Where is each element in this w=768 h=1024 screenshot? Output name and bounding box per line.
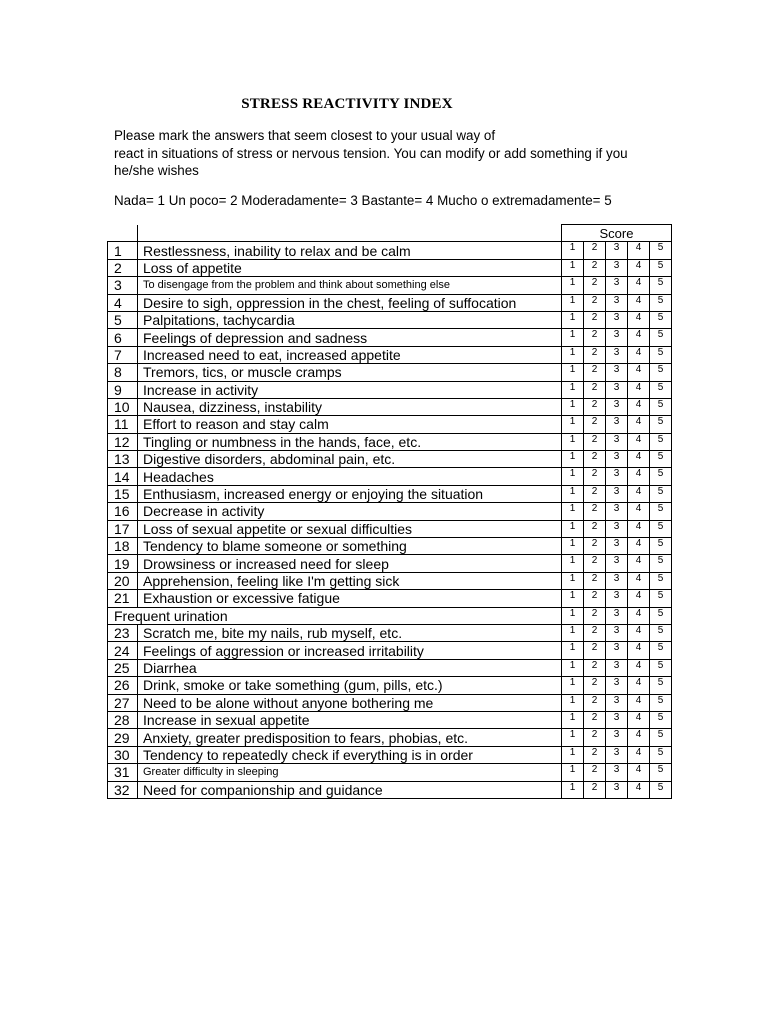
- score-option-1[interactable]: 1: [562, 746, 584, 763]
- table-row: [108, 781, 672, 798]
- score-option-3[interactable]: 3: [606, 590, 628, 607]
- score-option-1[interactable]: 1: [562, 346, 584, 363]
- score-option-1[interactable]: 1: [562, 242, 584, 259]
- instructions: [114, 127, 654, 180]
- score-option-1[interactable]: 1: [562, 694, 584, 711]
- item-text: Tingling or numbness in the hands, face, etc.: [138, 433, 562, 450]
- score-option-2[interactable]: 2: [584, 538, 606, 555]
- score-option-4[interactable]: 4: [628, 572, 650, 589]
- table-row: [108, 642, 672, 659]
- score-option-1[interactable]: 1: [562, 381, 584, 398]
- score-option-1[interactable]: 1: [562, 590, 584, 607]
- score-option-5[interactable]: 5: [650, 659, 672, 676]
- score-option-4[interactable]: 4: [628, 485, 650, 502]
- score-option-3[interactable]: 3: [606, 277, 628, 294]
- score-option-4[interactable]: 4: [628, 746, 650, 763]
- score-option-2[interactable]: 2: [584, 642, 606, 659]
- score-option-3[interactable]: 3: [606, 642, 628, 659]
- score-option-2[interactable]: 2: [584, 433, 606, 450]
- item-text: Restlessness, inability to relax and be calm: [138, 242, 562, 259]
- score-option-5[interactable]: 5: [650, 311, 672, 328]
- table-row: [108, 364, 672, 381]
- item-text: Loss of sexual appetite or sexual difficulties: [138, 520, 562, 537]
- score-option-5[interactable]: 5: [650, 416, 672, 433]
- item-number: 23: [108, 624, 138, 641]
- score-option-4[interactable]: 4: [628, 764, 650, 781]
- item-text: Need to be alone without anyone bothering me: [138, 694, 562, 711]
- table-row: [108, 416, 672, 433]
- item-number: 28: [108, 711, 138, 728]
- item-text: Need for companionship and guidance: [138, 781, 562, 798]
- score-option-2[interactable]: 2: [584, 729, 606, 746]
- item-text: Increased need to eat, increased appetite: [138, 346, 562, 363]
- score-option-4[interactable]: 4: [628, 503, 650, 520]
- score-header: Score: [562, 225, 672, 242]
- score-option-5[interactable]: 5: [650, 781, 672, 798]
- score-option-2[interactable]: 2: [584, 764, 606, 781]
- score-option-2[interactable]: 2: [584, 781, 606, 798]
- score-option-4[interactable]: 4: [628, 607, 650, 624]
- score-option-3[interactable]: 3: [606, 451, 628, 468]
- score-option-1[interactable]: 1: [562, 311, 584, 328]
- score-option-1[interactable]: 1: [562, 677, 584, 694]
- score-option-3[interactable]: 3: [606, 677, 628, 694]
- score-option-4[interactable]: 4: [628, 277, 650, 294]
- table-row: [108, 659, 672, 676]
- item-number: 8: [108, 364, 138, 381]
- score-option-4[interactable]: 4: [628, 520, 650, 537]
- score-option-3[interactable]: 3: [606, 555, 628, 572]
- score-option-1[interactable]: 1: [562, 659, 584, 676]
- score-option-1[interactable]: 1: [562, 729, 584, 746]
- score-option-2[interactable]: 2: [584, 555, 606, 572]
- score-option-5[interactable]: 5: [650, 729, 672, 746]
- score-option-3[interactable]: 3: [606, 485, 628, 502]
- score-option-1[interactable]: 1: [562, 520, 584, 537]
- table-row: [108, 555, 672, 572]
- score-option-1[interactable]: 1: [562, 433, 584, 450]
- score-option-2[interactable]: 2: [584, 294, 606, 311]
- table-row: [108, 381, 672, 398]
- table-row: [108, 624, 672, 641]
- instructions-line-2: react in situations of stress or nervous tension. You can modify or add something if you: [114, 145, 628, 161]
- table-row: [108, 711, 672, 728]
- item-number: 17: [108, 520, 138, 537]
- score-option-4[interactable]: 4: [628, 311, 650, 328]
- score-option-5[interactable]: 5: [650, 381, 672, 398]
- score-option-2[interactable]: 2: [584, 242, 606, 259]
- score-option-3[interactable]: 3: [606, 694, 628, 711]
- item-number: 6: [108, 329, 138, 346]
- item-text: Tendency to blame someone or something: [138, 538, 562, 555]
- item-number: 13: [108, 451, 138, 468]
- item-number: 1: [108, 242, 138, 259]
- score-option-3[interactable]: 3: [606, 624, 628, 641]
- item-number: 15: [108, 485, 138, 502]
- score-option-3[interactable]: 3: [606, 781, 628, 798]
- score-option-5[interactable]: 5: [650, 277, 672, 294]
- table-row: [108, 607, 672, 624]
- score-option-2[interactable]: 2: [584, 624, 606, 641]
- table-row: [108, 729, 672, 746]
- score-option-3[interactable]: 3: [606, 520, 628, 537]
- score-option-4[interactable]: 4: [628, 677, 650, 694]
- score-option-4[interactable]: 4: [628, 259, 650, 276]
- score-option-3[interactable]: 3: [606, 729, 628, 746]
- score-option-5[interactable]: 5: [650, 294, 672, 311]
- score-option-5[interactable]: 5: [650, 485, 672, 502]
- table-row: [108, 346, 672, 363]
- table-row: [108, 590, 672, 607]
- score-option-5[interactable]: 5: [650, 503, 672, 520]
- score-option-3[interactable]: 3: [606, 294, 628, 311]
- instructions-line-1: Please mark the answers that seem closest to your usual way of: [114, 128, 496, 143]
- score-option-3[interactable]: 3: [606, 711, 628, 728]
- score-option-4[interactable]: 4: [628, 729, 650, 746]
- score-option-1[interactable]: 1: [562, 572, 584, 589]
- score-option-5[interactable]: 5: [650, 329, 672, 346]
- score-option-1[interactable]: 1: [562, 398, 584, 415]
- item-text: Feelings of depression and sadness: [138, 329, 562, 346]
- score-option-2[interactable]: 2: [584, 659, 606, 676]
- score-option-2[interactable]: 2: [584, 346, 606, 363]
- score-option-3[interactable]: 3: [606, 364, 628, 381]
- score-option-2[interactable]: 2: [584, 451, 606, 468]
- score-option-5[interactable]: 5: [650, 398, 672, 415]
- item-text: Digestive disorders, abdominal pain, etc.: [138, 451, 562, 468]
- score-option-1[interactable]: 1: [562, 624, 584, 641]
- item-number: 2: [108, 259, 138, 276]
- score-option-1[interactable]: 1: [562, 485, 584, 502]
- item-number: 32: [108, 781, 138, 798]
- score-option-1[interactable]: 1: [562, 364, 584, 381]
- score-option-4[interactable]: 4: [628, 642, 650, 659]
- score-option-5[interactable]: 5: [650, 746, 672, 763]
- score-option-4[interactable]: 4: [628, 451, 650, 468]
- score-option-1[interactable]: 1: [562, 607, 584, 624]
- score-option-1[interactable]: 1: [562, 416, 584, 433]
- item-text: Desire to sigh, oppression in the chest, feeling of suffocation: [138, 294, 562, 311]
- item-number: 19: [108, 555, 138, 572]
- score-option-5[interactable]: 5: [650, 642, 672, 659]
- item-number: 20: [108, 572, 138, 589]
- score-option-4[interactable]: 4: [628, 346, 650, 363]
- score-option-5[interactable]: 5: [650, 468, 672, 485]
- score-option-4[interactable]: 4: [628, 624, 650, 641]
- header-blank-num: [108, 225, 138, 242]
- item-text: Feelings of aggression or increased irritability: [138, 642, 562, 659]
- table-row: [108, 520, 672, 537]
- score-option-5[interactable]: 5: [650, 364, 672, 381]
- score-option-2[interactable]: 2: [584, 416, 606, 433]
- item-text: Anxiety, greater predisposition to fears, phobias, etc.: [138, 729, 562, 746]
- item-text: Increase in activity: [138, 381, 562, 398]
- score-option-3[interactable]: 3: [606, 468, 628, 485]
- item-text: Tendency to repeatedly check if everything is in order: [138, 746, 562, 763]
- item-number: 26: [108, 677, 138, 694]
- score-option-2[interactable]: 2: [584, 398, 606, 415]
- item-text: Exhaustion or excessive fatigue: [138, 590, 562, 607]
- score-option-5[interactable]: 5: [650, 764, 672, 781]
- table-row: [108, 694, 672, 711]
- score-option-5[interactable]: 5: [650, 711, 672, 728]
- score-option-4[interactable]: 4: [628, 416, 650, 433]
- score-option-3[interactable]: 3: [606, 329, 628, 346]
- item-number: 25: [108, 659, 138, 676]
- item-text: Apprehension, feeling like I'm getting sick: [138, 572, 562, 589]
- score-option-3[interactable]: 3: [606, 381, 628, 398]
- score-option-1[interactable]: 1: [562, 642, 584, 659]
- score-option-5[interactable]: 5: [650, 572, 672, 589]
- item-text: Scratch me, bite my nails, rub myself, etc.: [138, 624, 562, 641]
- score-option-4[interactable]: 4: [628, 242, 650, 259]
- item-number: 30: [108, 746, 138, 763]
- table-row: [108, 764, 672, 781]
- item-text: Nausea, dizziness, instability: [138, 398, 562, 415]
- score-option-3[interactable]: 3: [606, 416, 628, 433]
- item-number: 4: [108, 294, 138, 311]
- table-row: [108, 538, 672, 555]
- score-option-2[interactable]: 2: [584, 590, 606, 607]
- table-row: [108, 485, 672, 502]
- score-option-4[interactable]: 4: [628, 468, 650, 485]
- score-option-2[interactable]: 2: [584, 746, 606, 763]
- item-text: Tremors, tics, or muscle cramps: [138, 364, 562, 381]
- item-number: 31: [108, 764, 138, 781]
- item-number: 27: [108, 694, 138, 711]
- item-text: Palpitations, tachycardia: [138, 311, 562, 328]
- score-option-1[interactable]: 1: [562, 711, 584, 728]
- score-option-1[interactable]: 1: [562, 259, 584, 276]
- item-number: 18: [108, 538, 138, 555]
- score-option-3[interactable]: 3: [606, 607, 628, 624]
- item-text: Greater difficulty in sleeping: [138, 764, 562, 781]
- score-option-4[interactable]: 4: [628, 329, 650, 346]
- score-option-3[interactable]: 3: [606, 398, 628, 415]
- table-row: [108, 398, 672, 415]
- table-row: [108, 294, 672, 311]
- item-text: Loss of appetite: [138, 259, 562, 276]
- item-number: 3: [108, 277, 138, 294]
- stress-items-table: [107, 224, 672, 799]
- score-option-4[interactable]: 4: [628, 781, 650, 798]
- score-option-1[interactable]: 1: [562, 294, 584, 311]
- score-option-2[interactable]: 2: [584, 694, 606, 711]
- table-row: [108, 433, 672, 450]
- score-option-1[interactable]: 1: [562, 468, 584, 485]
- score-option-5[interactable]: 5: [650, 520, 672, 537]
- score-option-3[interactable]: 3: [606, 503, 628, 520]
- score-option-5[interactable]: 5: [650, 259, 672, 276]
- table-row: [108, 329, 672, 346]
- score-option-5[interactable]: 5: [650, 451, 672, 468]
- score-option-2[interactable]: 2: [584, 381, 606, 398]
- score-option-5[interactable]: 5: [650, 590, 672, 607]
- item-number: 14: [108, 468, 138, 485]
- score-option-2[interactable]: 2: [584, 485, 606, 502]
- item-text: To disengage from the problem and think about something else: [138, 277, 562, 294]
- score-option-4[interactable]: 4: [628, 711, 650, 728]
- table-row: [108, 259, 672, 276]
- item-text: Drowsiness or increased need for sleep: [138, 555, 562, 572]
- item-number: 21: [108, 590, 138, 607]
- instructions-line-3: he/she wishes: [114, 163, 199, 178]
- item-text: Decrease in activity: [138, 503, 562, 520]
- score-option-3[interactable]: 3: [606, 764, 628, 781]
- table-row: [108, 451, 672, 468]
- item-number: 29: [108, 729, 138, 746]
- table-row: [108, 503, 672, 520]
- score-option-2[interactable]: 2: [584, 520, 606, 537]
- score-option-4[interactable]: 4: [628, 659, 650, 676]
- score-option-5[interactable]: 5: [650, 433, 672, 450]
- score-option-2[interactable]: 2: [584, 311, 606, 328]
- score-option-2[interactable]: 2: [584, 572, 606, 589]
- score-option-3[interactable]: 3: [606, 572, 628, 589]
- score-option-1[interactable]: 1: [562, 277, 584, 294]
- score-option-1[interactable]: 1: [562, 538, 584, 555]
- score-option-5[interactable]: 5: [650, 677, 672, 694]
- item-number: 7: [108, 346, 138, 363]
- score-option-4[interactable]: 4: [628, 433, 650, 450]
- item-number: 5: [108, 311, 138, 328]
- score-option-1[interactable]: 1: [562, 451, 584, 468]
- item-number: 16: [108, 503, 138, 520]
- score-option-2[interactable]: 2: [584, 711, 606, 728]
- score-option-3[interactable]: 3: [606, 259, 628, 276]
- table-row: [108, 277, 672, 294]
- score-option-2[interactable]: 2: [584, 277, 606, 294]
- score-option-5[interactable]: 5: [650, 624, 672, 641]
- score-option-2[interactable]: 2: [584, 468, 606, 485]
- score-option-2[interactable]: 2: [584, 364, 606, 381]
- item-number: 11: [108, 416, 138, 433]
- item-text: Frequent urination: [108, 607, 562, 624]
- score-option-1[interactable]: 1: [562, 764, 584, 781]
- item-text: Headaches: [138, 468, 562, 485]
- item-text: Effort to reason and stay calm: [138, 416, 562, 433]
- item-number: 9: [108, 381, 138, 398]
- score-option-4[interactable]: 4: [628, 381, 650, 398]
- score-option-4[interactable]: 4: [628, 694, 650, 711]
- score-option-3[interactable]: 3: [606, 746, 628, 763]
- document-title: STRESS REACTIVITY INDEX: [241, 96, 453, 112]
- score-option-1[interactable]: 1: [562, 781, 584, 798]
- table-row: [108, 746, 672, 763]
- score-option-2[interactable]: 2: [584, 259, 606, 276]
- score-option-4[interactable]: 4: [628, 398, 650, 415]
- score-option-1[interactable]: 1: [562, 503, 584, 520]
- score-option-4[interactable]: 4: [628, 538, 650, 555]
- table-row: [108, 242, 672, 259]
- scale-legend: Nada= 1 Un poco= 2 Moderadamente= 3 Bastante= 4 Mucho o extremadamente= 5: [114, 193, 612, 208]
- score-option-5[interactable]: 5: [650, 555, 672, 572]
- score-option-5[interactable]: 5: [650, 607, 672, 624]
- item-text: Enthusiasm, increased energy or enjoying the situation: [138, 485, 562, 502]
- score-option-5[interactable]: 5: [650, 242, 672, 259]
- table-row: [108, 311, 672, 328]
- header-blank-item: [138, 225, 562, 242]
- score-option-2[interactable]: 2: [584, 503, 606, 520]
- score-option-5[interactable]: 5: [650, 346, 672, 363]
- table-body: [108, 242, 672, 799]
- score-option-2[interactable]: 2: [584, 677, 606, 694]
- item-number: 12: [108, 433, 138, 450]
- score-option-3[interactable]: 3: [606, 242, 628, 259]
- score-option-1[interactable]: 1: [562, 555, 584, 572]
- item-number: 10: [108, 398, 138, 415]
- score-option-4[interactable]: 4: [628, 555, 650, 572]
- score-option-3[interactable]: 3: [606, 538, 628, 555]
- table-row: [108, 572, 672, 589]
- score-option-2[interactable]: 2: [584, 329, 606, 346]
- table-header-row: [108, 225, 672, 242]
- score-option-4[interactable]: 4: [628, 294, 650, 311]
- score-option-4[interactable]: 4: [628, 364, 650, 381]
- item-number: 24: [108, 642, 138, 659]
- table-row: [108, 468, 672, 485]
- score-option-3[interactable]: 3: [606, 659, 628, 676]
- score-option-3[interactable]: 3: [606, 311, 628, 328]
- item-text: Increase in sexual appetite: [138, 711, 562, 728]
- score-option-4[interactable]: 4: [628, 590, 650, 607]
- score-option-5[interactable]: 5: [650, 694, 672, 711]
- score-option-3[interactable]: 3: [606, 433, 628, 450]
- score-option-3[interactable]: 3: [606, 346, 628, 363]
- score-option-2[interactable]: 2: [584, 607, 606, 624]
- score-option-1[interactable]: 1: [562, 329, 584, 346]
- item-text: Drink, smoke or take something (gum, pills, etc.): [138, 677, 562, 694]
- item-text: Diarrhea: [138, 659, 562, 676]
- table-row: [108, 677, 672, 694]
- score-option-5[interactable]: 5: [650, 538, 672, 555]
